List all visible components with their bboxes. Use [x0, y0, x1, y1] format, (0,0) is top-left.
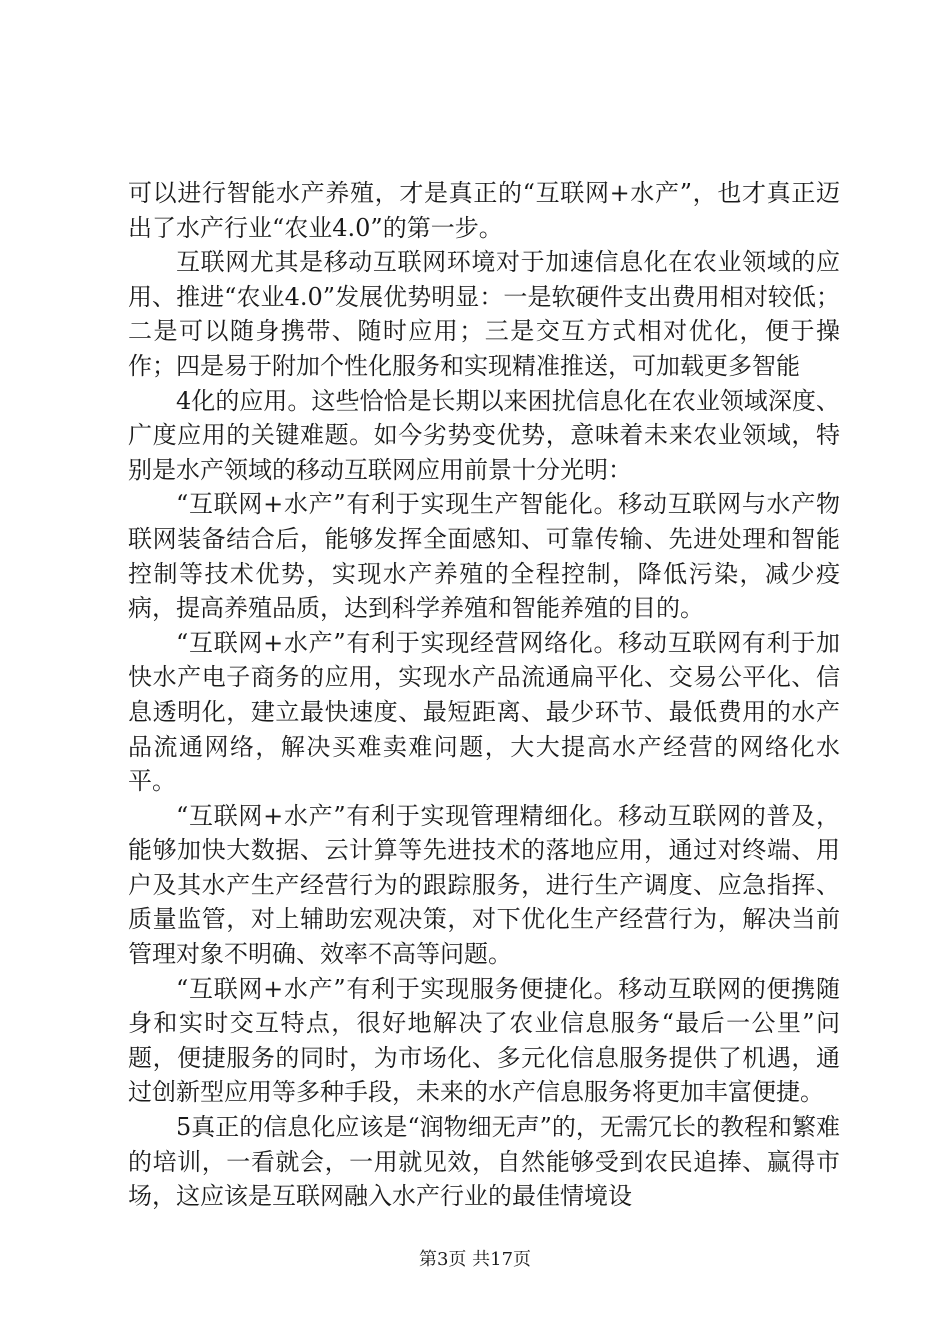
paragraph: 4化的应用。这些恰恰是长期以来困扰信息化在农业领域深度、广度应用的关键难题。如今劣势变优势，意味着未来农业领域，特别是水产领域的移动互联网应用前景十分光明： — [128, 386, 840, 484]
paragraph: “互联网+水产”有利于实现管理精细化。移动互联网的普及，能够加快大数据、云计算等先进技术的落地应用，通过对终端、用户及其水产生产经营行为的跟踪服务，进行生产调度、应急指挥、质量监管，对上辅助宏观决策，对下优化生产经营行为，解决当前管理对象不明确、效率不高等问题。 — [128, 801, 840, 969]
document-body — [128, 176, 840, 1214]
paragraph: 5真正的信息化应该是“润物细无声”的，无需冗长的教程和繁难的培训，一看就会，一用就见效，自然能够受到农民追捧、赢得市场，这应该是互联网融入水产行业的最佳情境设 — [128, 1113, 840, 1211]
paragraph: “互联网+水产”有利于实现服务便捷化。移动互联网的便携随身和实时交互特点，很好地解决了农业信息服务“最后一公里”问题，便捷服务的同时，为市场化、多元化信息服务提供了机遇，通过创新型应用等多种手段，未来的水产信息服务将更加丰富便捷。 — [128, 974, 840, 1107]
paragraph: “互联网+水产”有利于实现生产智能化。移动互联网与水产物联网装备结合后，能够发挥全面感知、可靠传输、先进处理和智能控制等技术优势，实现水产养殖的全程控制，降低污染，减少疫病，提高养殖品质，达到科学养殖和智能养殖的目的。 — [128, 490, 840, 623]
paragraph: 可以进行智能水产养殖，才是真正的“互联网+水产”，也才真正迈出了水产行业“农业4.0”的第一步。 — [128, 179, 840, 242]
page-footer: 第3页 共17页 — [418, 1249, 532, 1270]
paragraph: “互联网+水产”有利于实现经营网络化。移动互联网有利于加快水产电子商务的应用，实现水产品流通扁平化、交易公平化、信息透明化，建立最快速度、最短距离、最少环节、最低费用的水产品流通网络，解决买难卖难问题，大大提高水产经营的网络化水平。 — [128, 628, 840, 796]
paragraph: 互联网尤其是移动互联网环境对于加速信息化在农业领域的应用、推进“农业4.0”发展优势明显：一是软硬件支出费用相对较低；二是可以随身携带、随时应用；三是交互方式相对优化，便于操作；四是易于附加个性化服务和实现精准推送，可加载更多智能 — [128, 248, 840, 380]
